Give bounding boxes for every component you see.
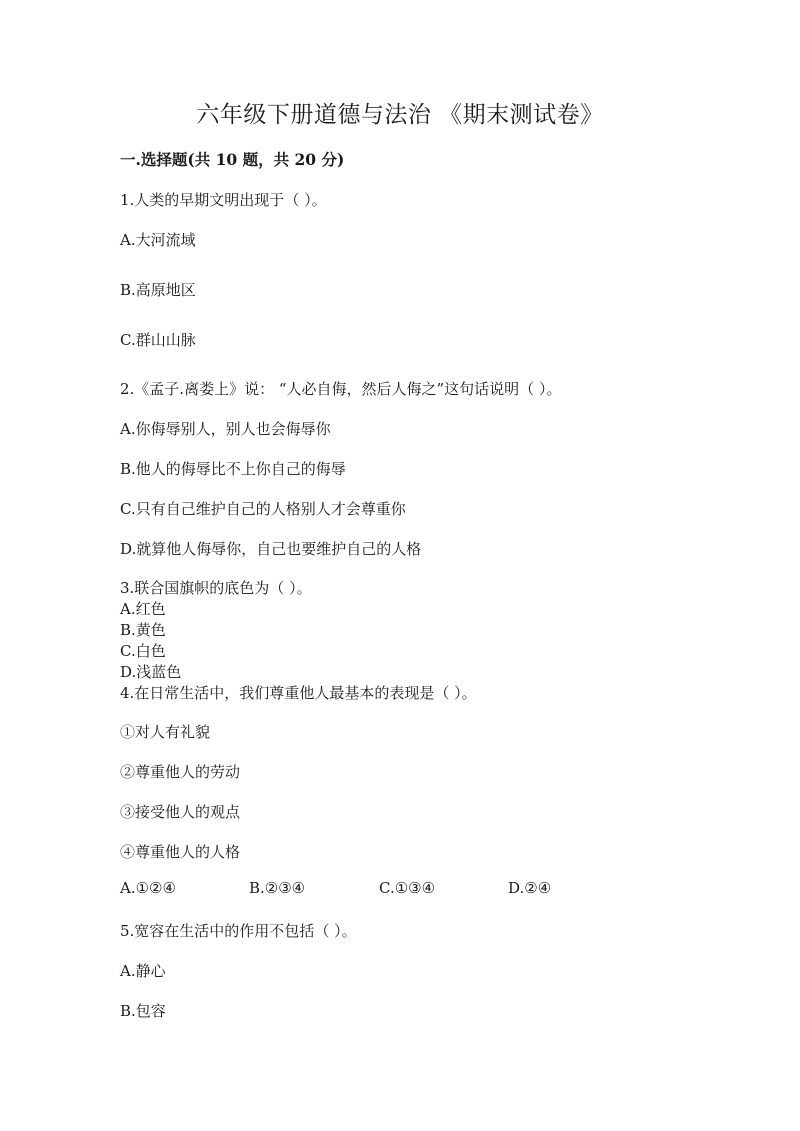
question-1-option-a: A.大河流域 [120, 231, 196, 249]
question-4-option-a: A.①②④ [120, 879, 176, 897]
question-1-option-c: C.群山山脉 [120, 331, 196, 349]
question-4-stem: 4.在日常生活中，我们尊重他人最基本的表现是（ ）。 [120, 684, 477, 702]
question-4-options [0, 879, 800, 901]
question-3-option-b: B.黄色 [120, 621, 166, 639]
question-3-option-a: A.红色 [120, 600, 166, 618]
question-2-option-c: C.只有自己维护自己的人格别人才会尊重你 [120, 500, 406, 518]
question-4-item-3: ③接受他人的观点 [120, 803, 241, 821]
question-4-option-b: B.②③④ [249, 879, 306, 897]
question-3-stem: 3.联合国旗帜的底色为（ ）。 [120, 579, 312, 597]
document-title: 六年级下册道德与法治 《期末测试卷》 [196, 102, 604, 128]
question-2-option-b: B.他人的侮辱比不上你自己的侮辱 [120, 460, 346, 478]
question-5-stem: 5.宽容在生活中的作用不包括（ ）。 [120, 922, 357, 940]
question-4-option-d: D.②④ [508, 879, 552, 897]
question-1-option-b: B.高原地区 [120, 281, 196, 299]
question-3-option-c: C.白色 [120, 642, 166, 660]
question-4-item-1: ①对人有礼貌 [120, 723, 211, 741]
question-2-stem: 2.《孟子.离娄上》说： “人必自侮，然后人侮之”这句话说明（ ）。 [120, 380, 562, 398]
question-2-option-d: D.就算他人侮辱你，自己也要维护自己的人格 [120, 540, 422, 558]
question-4-option-c: C.①③④ [379, 879, 436, 897]
question-5-option-a: A.静心 [120, 962, 166, 980]
section-heading: 一.选择题(共 10 题，共 20 分) [120, 150, 345, 169]
question-3-option-d: D.浅蓝色 [120, 663, 182, 681]
question-2-option-a: A.你侮辱别人，别人也会侮辱你 [120, 420, 331, 438]
question-4-item-2: ②尊重他人的劳动 [120, 763, 241, 781]
question-5-option-b: B.包容 [120, 1002, 166, 1020]
question-4-item-4: ④尊重他人的人格 [120, 843, 241, 861]
question-1-stem: 1.人类的早期文明出现于（ ）。 [120, 191, 327, 209]
